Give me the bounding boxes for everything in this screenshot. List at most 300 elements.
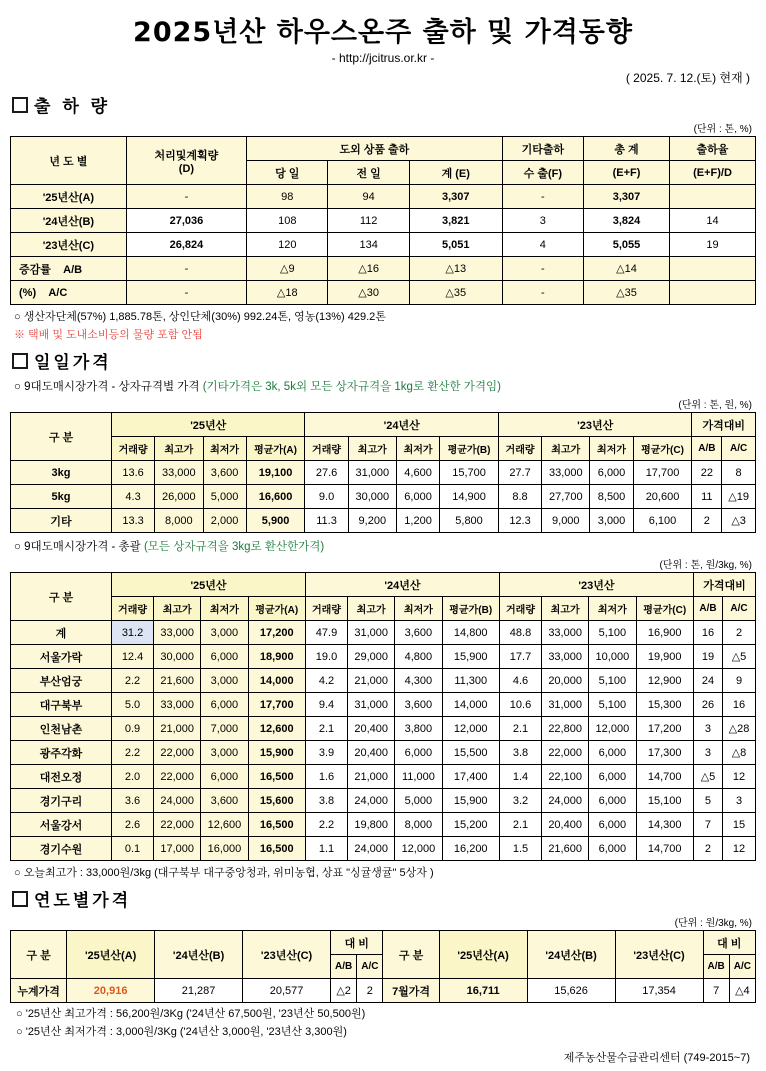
cell-a-high: 8,000 xyxy=(155,509,203,533)
cell-a-avg: 15,600 xyxy=(248,789,305,813)
cell-b-low: 8,000 xyxy=(395,813,442,837)
table-row xyxy=(11,837,756,861)
cell-b-high: 19,800 xyxy=(348,813,395,837)
cell-c-avg: 12,900 xyxy=(636,669,693,693)
cell-a-avg: 17,200 xyxy=(248,621,305,645)
table-row xyxy=(11,693,756,717)
cell-a-volume: 2.0 xyxy=(112,765,154,789)
th-a-high: 최고가 xyxy=(155,437,203,461)
cell-today: 120 xyxy=(247,233,328,257)
cell-diff-label xyxy=(11,281,127,305)
cell-a-low: 12,600 xyxy=(201,813,248,837)
cell-right-y25: 16,711 xyxy=(439,979,527,1003)
cell-cmp-ac: △19 xyxy=(722,485,756,509)
th-c-volume: 거래량 xyxy=(499,597,541,621)
cell-c-volume: 8.8 xyxy=(498,485,541,509)
table2-unit-note: (단위 : 톤, 원/3kg, %) xyxy=(659,560,752,571)
cell-right-y24: 15,626 xyxy=(527,979,615,1003)
cell-c-high: 33,000 xyxy=(542,461,590,485)
cell-c-volume: 27.7 xyxy=(498,461,541,485)
cell-total: 5,055 xyxy=(584,233,670,257)
table-row xyxy=(11,209,756,233)
cell-c-high: 33,000 xyxy=(542,621,589,645)
th-year-2025: '25년산 xyxy=(112,413,305,437)
th-year: 년 도 별 xyxy=(11,137,127,185)
diff-ratio-ab: A/B xyxy=(63,263,83,276)
cell-c-volume: 17.7 xyxy=(499,645,541,669)
cell-b-low: 6,000 xyxy=(395,741,442,765)
table-row xyxy=(11,741,756,765)
cell-right-y23: 17,354 xyxy=(615,979,703,1003)
cell-total: △35 xyxy=(584,281,670,305)
shipment-unit-note: (단위 : 톤, %) xyxy=(693,124,752,135)
cell-cmp-ac: △28 xyxy=(723,717,756,741)
cell-a-avg: 12,600 xyxy=(248,717,305,741)
cell-c-low: 6,000 xyxy=(589,837,636,861)
cell-a-high: 26,000 xyxy=(155,485,203,509)
cell-c-avg: 15,100 xyxy=(636,789,693,813)
circle-bullet-icon: ○ xyxy=(14,311,21,323)
cell-b-volume: 9.0 xyxy=(305,485,348,509)
table-row xyxy=(11,485,756,509)
table-row xyxy=(11,789,756,813)
th-c-volume: 거래량 xyxy=(498,437,541,461)
th-outside: 도외 상품 출하 xyxy=(247,137,503,161)
cell-c-avg: 6,100 xyxy=(633,509,692,533)
cell-c-avg: 15,300 xyxy=(636,693,693,717)
cell-plan: 27,036 xyxy=(126,209,246,233)
table-row xyxy=(11,645,756,669)
cell-c-high: 33,000 xyxy=(542,645,589,669)
cell-b-avg: 17,400 xyxy=(442,765,499,789)
shipment-note-1 xyxy=(14,308,756,324)
th-cmp-ab: A/B xyxy=(692,437,722,461)
cell-c-volume: 10.6 xyxy=(499,693,541,717)
table-row xyxy=(11,669,756,693)
daily-price-note-text: 오늘최고가 : 33,000원/3kg (대구북부 대구중앙청과, 위미농협, 상표 "싱귤생귤" 5상자 ) xyxy=(23,867,434,879)
cell-a-high: 24,000 xyxy=(154,789,201,813)
shipment-note-2: ※ 택배 및 도내소비등의 물량 포함 안됨 xyxy=(14,329,203,341)
cell-cmp-ac: 12 xyxy=(723,837,756,861)
cell-c-avg: 14,700 xyxy=(636,837,693,861)
cell-c-high: 22,100 xyxy=(542,765,589,789)
cell-b-volume: 19.0 xyxy=(305,645,347,669)
table-row xyxy=(11,621,756,645)
th-year-2024: '24년산 xyxy=(305,413,498,437)
cell-b-volume: 1.1 xyxy=(305,837,347,861)
yearly-note-1 xyxy=(16,1005,756,1021)
th-year-2025: '25년산 xyxy=(112,573,306,597)
cell-c-volume: 1.4 xyxy=(499,765,541,789)
cell-b-high: 21,000 xyxy=(348,669,395,693)
th-cmp-ab: A/B xyxy=(693,597,722,621)
cell-c-avg: 14,300 xyxy=(636,813,693,837)
diff-label-text: 증감률 xyxy=(19,263,51,276)
th-b-avg: 평균가(B) xyxy=(442,597,499,621)
cell-b-volume: 11.3 xyxy=(305,509,348,533)
cell-plan: - xyxy=(126,281,246,305)
th-b-avg: 평균가(B) xyxy=(440,437,499,461)
cell-a-volume: 31.2 xyxy=(112,621,154,645)
cell-cmp-ab: 24 xyxy=(693,669,722,693)
cell-b-avg: 12,000 xyxy=(442,717,499,741)
cell-c-high: 22,800 xyxy=(542,717,589,741)
cell-c-high: 21,600 xyxy=(542,837,589,861)
cell-b-low: 12,000 xyxy=(395,837,442,861)
cell-a-high: 22,000 xyxy=(154,741,201,765)
cell-cmp-ab: 22 xyxy=(692,461,722,485)
cell-c-high: 27,700 xyxy=(542,485,590,509)
cell-c-volume: 1.5 xyxy=(499,837,541,861)
th-c-avg: 평균가(C) xyxy=(636,597,693,621)
cell-c-volume: 2.1 xyxy=(499,813,541,837)
cell-a-avg: 5,900 xyxy=(246,509,305,533)
cell-total: △14 xyxy=(584,257,670,281)
cell-market: 계 xyxy=(11,621,112,645)
yearly-price-table xyxy=(10,930,756,1003)
th-group-left: 구 분 xyxy=(11,931,67,979)
th-rate-formula: (E+F)/D xyxy=(670,161,756,185)
cell-b-high: 20,400 xyxy=(348,741,395,765)
cell-b-volume: 1.6 xyxy=(305,765,347,789)
diff-percent-text: (%) xyxy=(19,286,37,299)
cell-plan: 26,824 xyxy=(126,233,246,257)
cell-left-y23: 20,577 xyxy=(243,979,331,1003)
cell-c-low: 5,100 xyxy=(589,621,636,645)
cell-prev: 134 xyxy=(328,233,409,257)
cell-b-avg: 11,300 xyxy=(442,669,499,693)
cell-market: 대구북부 xyxy=(11,693,112,717)
yearly-note-2 xyxy=(16,1023,756,1039)
cell-left-label: 누계가격 xyxy=(11,979,67,1003)
cell-export: 4 xyxy=(502,233,583,257)
page-title: 2025년산 하우스온주 출하 및 가격동향 xyxy=(133,17,633,48)
cell-year: '23년산(C) xyxy=(11,233,127,257)
circle-bullet-icon: ○ xyxy=(14,541,21,553)
cell-c-low: 12,000 xyxy=(589,717,636,741)
cell-c-low: 6,000 xyxy=(589,765,636,789)
cell-a-avg: 18,900 xyxy=(248,645,305,669)
th-b-high: 최고가 xyxy=(348,597,395,621)
th-group-right: 구 분 xyxy=(383,931,439,979)
th-b-high: 최고가 xyxy=(348,437,396,461)
cell-b-volume: 3.9 xyxy=(305,741,347,765)
cell-cmp-ac: △8 xyxy=(723,741,756,765)
cell-a-avg: 16,500 xyxy=(248,765,305,789)
subsection-1-note: (기타가격은 3k, 5k외 모든 상자규격을 1kg로 환산한 가격임) xyxy=(202,381,501,393)
cell-cmp-ac: 9 xyxy=(723,669,756,693)
cell-market: 경기수원 xyxy=(11,837,112,861)
cell-left-ac: 2 xyxy=(357,979,383,1003)
cell-b-avg: 14,000 xyxy=(442,693,499,717)
cell-b-high: 9,200 xyxy=(348,509,396,533)
cell-b-avg: 15,200 xyxy=(442,813,499,837)
th-export: 수 출(F) xyxy=(502,161,583,185)
th-total-ef: (E+F) xyxy=(584,161,670,185)
cell-b-high: 24,000 xyxy=(348,789,395,813)
cell-c-avg: 14,700 xyxy=(636,765,693,789)
th-sum-e: 계 (E) xyxy=(409,161,502,185)
cell-today: 98 xyxy=(247,185,328,209)
cell-year: '25년산(A) xyxy=(11,185,127,209)
cell-cmp-ac: 15 xyxy=(723,813,756,837)
th-year-2023: '23년산 xyxy=(498,413,691,437)
cell-b-high: 24,000 xyxy=(348,837,395,861)
th-category: 구 분 xyxy=(11,573,112,621)
table-row xyxy=(11,281,756,305)
cell-b-high: 31,000 xyxy=(348,693,395,717)
cell-b-low: 4,600 xyxy=(397,461,440,485)
section-title-yearly-price: 연도별가격 xyxy=(34,891,132,911)
table-row xyxy=(11,257,756,281)
cell-a-low: 3,000 xyxy=(201,669,248,693)
cell-a-low: 6,000 xyxy=(201,765,248,789)
cell-cmp-ab: 26 xyxy=(693,693,722,717)
th-total: 총 계 xyxy=(584,137,670,161)
yearly-note-1-text: '25년산 최고가격 : 56,200원/3Kg ('24년산 67,500원, '23년산 50,500원) xyxy=(25,1008,366,1020)
th-today: 당 일 xyxy=(247,161,328,185)
cell-a-volume: 12.4 xyxy=(112,645,154,669)
cell-b-low: 5,000 xyxy=(395,789,442,813)
cell-left-y24: 21,287 xyxy=(155,979,243,1003)
cell-c-volume: 3.2 xyxy=(499,789,541,813)
cell-c-volume: 3.8 xyxy=(499,741,541,765)
th-a-low: 최저가 xyxy=(203,437,246,461)
cell-a-low: 16,000 xyxy=(201,837,248,861)
daily-price-note xyxy=(14,864,756,880)
section-title-daily-price: 일일가격 xyxy=(34,353,112,373)
table-row xyxy=(11,233,756,257)
cell-diff-label xyxy=(11,257,127,281)
document-date: ( 2025. 7. 12.(토) 현재 ) xyxy=(625,71,750,85)
cell-a-low: 7,000 xyxy=(201,717,248,741)
th-year-2024: '24년산 xyxy=(305,573,499,597)
cell-rate xyxy=(670,257,756,281)
yearly-price-unit-note: (단위 : 원/3kg, %) xyxy=(674,918,752,929)
cell-b-volume: 9.4 xyxy=(305,693,347,717)
cell-c-low: 3,000 xyxy=(590,509,633,533)
cell-c-volume: 48.8 xyxy=(499,621,541,645)
th-right-y24: '24년산(B) xyxy=(527,931,615,979)
shipment-note-1-text: 생산자단체(57%) 1,885.78톤, 상인단체(30%) 992.24톤, 영농(13%) 429.2톤 xyxy=(23,311,386,323)
cell-cmp-ac: 2 xyxy=(723,621,756,645)
cell-a-avg: 14,000 xyxy=(248,669,305,693)
cell-a-high: 33,000 xyxy=(155,461,203,485)
cell-cmp-ab: 3 xyxy=(693,717,722,741)
cell-a-volume: 2.2 xyxy=(112,741,154,765)
cell-a-low: 6,000 xyxy=(201,645,248,669)
cell-total: 3,824 xyxy=(584,209,670,233)
cell-export: 3 xyxy=(502,209,583,233)
th-category: 구 분 xyxy=(11,413,112,461)
cell-today: △18 xyxy=(247,281,328,305)
cell-c-avg: 19,900 xyxy=(636,645,693,669)
cell-sum-e: △13 xyxy=(409,257,502,281)
cell-a-volume: 13.6 xyxy=(112,461,155,485)
cell-b-avg: 15,500 xyxy=(442,741,499,765)
cell-category: 3kg xyxy=(11,461,112,485)
cell-b-high: 21,000 xyxy=(348,765,395,789)
cell-b-high: 31,000 xyxy=(348,621,395,645)
cell-a-high: 21,000 xyxy=(154,717,201,741)
th-a-volume: 거래량 xyxy=(112,597,154,621)
th-rate: 출하율 xyxy=(670,137,756,161)
th-other: 기타출하 xyxy=(502,137,583,161)
th-b-volume: 거래량 xyxy=(305,437,348,461)
cell-today: 108 xyxy=(247,209,328,233)
cell-prev: △30 xyxy=(328,281,409,305)
cell-rate xyxy=(670,281,756,305)
cell-a-low: 3,000 xyxy=(201,621,248,645)
cell-export: - xyxy=(502,185,583,209)
cell-a-volume: 2.2 xyxy=(112,669,154,693)
cell-today: △9 xyxy=(247,257,328,281)
subsection-2-note: (모든 상자규격을 3kg로 환산한가격) xyxy=(143,541,325,553)
cell-sum-e: 5,051 xyxy=(409,233,502,257)
cell-b-avg: 5,800 xyxy=(440,509,499,533)
th-c-low: 최저가 xyxy=(590,437,633,461)
cell-c-low: 10,000 xyxy=(589,645,636,669)
section-shipment-heading xyxy=(12,92,756,117)
subsection-1-title: 9대도매시장가격 - 상자규격별 가격 xyxy=(24,381,200,393)
th-right-ab: A/B xyxy=(703,955,729,979)
cell-a-high: 22,000 xyxy=(154,813,201,837)
th-a-low: 최저가 xyxy=(201,597,248,621)
cell-c-low: 6,000 xyxy=(589,741,636,765)
cell-a-high: 33,000 xyxy=(154,693,201,717)
cell-a-high: 21,600 xyxy=(154,669,201,693)
th-year-2023: '23년산 xyxy=(499,573,693,597)
th-plan: 처리및계획량 (D) xyxy=(126,137,246,185)
cell-a-low: 3,600 xyxy=(203,461,246,485)
cell-market: 경기구리 xyxy=(11,789,112,813)
cell-cmp-ab: 7 xyxy=(693,813,722,837)
cell-a-low: 2,000 xyxy=(203,509,246,533)
cell-cmp-ab: 5 xyxy=(693,789,722,813)
cell-cmp-ac: 16 xyxy=(723,693,756,717)
th-compare: 가격대비 xyxy=(693,573,755,597)
cell-b-high: 29,000 xyxy=(348,645,395,669)
th-a-avg: 평균가(A) xyxy=(246,437,305,461)
th-b-low: 최저가 xyxy=(397,437,440,461)
cell-cmp-ac: △5 xyxy=(723,645,756,669)
cell-c-avg: 20,600 xyxy=(633,485,692,509)
cell-category: 5kg xyxy=(11,485,112,509)
cell-a-high: 17,000 xyxy=(154,837,201,861)
cell-market: 서울가락 xyxy=(11,645,112,669)
cell-b-low: 3,600 xyxy=(395,621,442,645)
cell-c-avg: 16,900 xyxy=(636,621,693,645)
cell-a-avg: 16,600 xyxy=(246,485,305,509)
cell-b-avg: 15,900 xyxy=(442,789,499,813)
cell-c-low: 8,500 xyxy=(590,485,633,509)
cell-prev: 94 xyxy=(328,185,409,209)
table-row xyxy=(11,461,756,485)
cell-b-low: 3,800 xyxy=(395,717,442,741)
cell-c-high: 20,400 xyxy=(542,813,589,837)
cell-c-high: 20,000 xyxy=(542,669,589,693)
cell-c-avg: 17,700 xyxy=(633,461,692,485)
cell-b-low: 11,000 xyxy=(395,765,442,789)
cell-a-high: 30,000 xyxy=(154,645,201,669)
cell-sum-e: 3,821 xyxy=(409,209,502,233)
cell-left-ab: △2 xyxy=(331,979,357,1003)
cell-right-ac: △4 xyxy=(729,979,755,1003)
th-c-avg: 평균가(C) xyxy=(633,437,692,461)
cell-a-low: 3,000 xyxy=(201,741,248,765)
th-left-y24: '24년산(B) xyxy=(155,931,243,979)
cell-b-avg: 16,200 xyxy=(442,837,499,861)
th-left-compare: 대 비 xyxy=(331,931,383,955)
cell-export: - xyxy=(502,281,583,305)
circle-bullet-icon: ○ xyxy=(16,1008,23,1020)
cell-plan: - xyxy=(126,257,246,281)
section-title-shipment: 출 하 량 xyxy=(34,97,111,117)
document-url: - http://jcitrus.or.kr - xyxy=(331,51,435,65)
th-right-ac: A/C xyxy=(729,955,755,979)
subsection-2-heading xyxy=(14,538,756,554)
cell-c-avg: 17,300 xyxy=(636,741,693,765)
cell-c-low: 6,000 xyxy=(589,789,636,813)
th-a-high: 최고가 xyxy=(154,597,201,621)
cell-c-low: 6,000 xyxy=(589,813,636,837)
cell-c-low: 5,100 xyxy=(589,669,636,693)
th-c-low: 최저가 xyxy=(589,597,636,621)
market-price-table xyxy=(10,572,756,861)
th-a-volume: 거래량 xyxy=(112,437,155,461)
cell-b-high: 30,000 xyxy=(348,485,396,509)
cell-rate xyxy=(670,185,756,209)
cell-b-avg: 15,900 xyxy=(442,645,499,669)
shipment-table xyxy=(10,136,756,305)
table-row xyxy=(11,979,756,1003)
cell-c-high: 22,000 xyxy=(542,741,589,765)
th-prev: 전 일 xyxy=(328,161,409,185)
table1-unit-note: (단위 : 톤, 원, %) xyxy=(678,400,752,411)
th-a-avg: 평균가(A) xyxy=(248,597,305,621)
document-footer: 제주농산물수급관리센터 (749-2015~7) xyxy=(563,1052,750,1064)
cell-a-low: 6,000 xyxy=(201,693,248,717)
cell-c-low: 5,100 xyxy=(589,693,636,717)
th-c-high: 최고가 xyxy=(542,437,590,461)
cell-prev: △16 xyxy=(328,257,409,281)
cell-b-volume: 27.6 xyxy=(305,461,348,485)
cell-cmp-ac: 3 xyxy=(723,789,756,813)
cell-c-high: 9,000 xyxy=(542,509,590,533)
cell-b-volume: 3.8 xyxy=(305,789,347,813)
cell-sum-e: △35 xyxy=(409,281,502,305)
th-b-low: 최저가 xyxy=(395,597,442,621)
section-daily-price-heading xyxy=(12,348,756,373)
th-b-volume: 거래량 xyxy=(305,597,347,621)
cell-a-high: 33,000 xyxy=(154,621,201,645)
cell-a-volume: 2.6 xyxy=(112,813,154,837)
cell-a-avg: 16,500 xyxy=(248,837,305,861)
square-marker-icon xyxy=(12,97,28,113)
th-right-y25: '25년산(A) xyxy=(439,931,527,979)
cell-a-volume: 13.3 xyxy=(112,509,155,533)
table-row xyxy=(11,717,756,741)
cell-c-high: 31,000 xyxy=(542,693,589,717)
cell-cmp-ab: △5 xyxy=(693,765,722,789)
cell-c-volume: 4.6 xyxy=(499,669,541,693)
cell-b-low: 1,200 xyxy=(397,509,440,533)
cell-b-low: 4,800 xyxy=(395,645,442,669)
cell-b-avg: 15,700 xyxy=(440,461,499,485)
cell-a-volume: 3.6 xyxy=(112,789,154,813)
cell-a-low: 5,000 xyxy=(203,485,246,509)
size-price-table xyxy=(10,412,756,533)
